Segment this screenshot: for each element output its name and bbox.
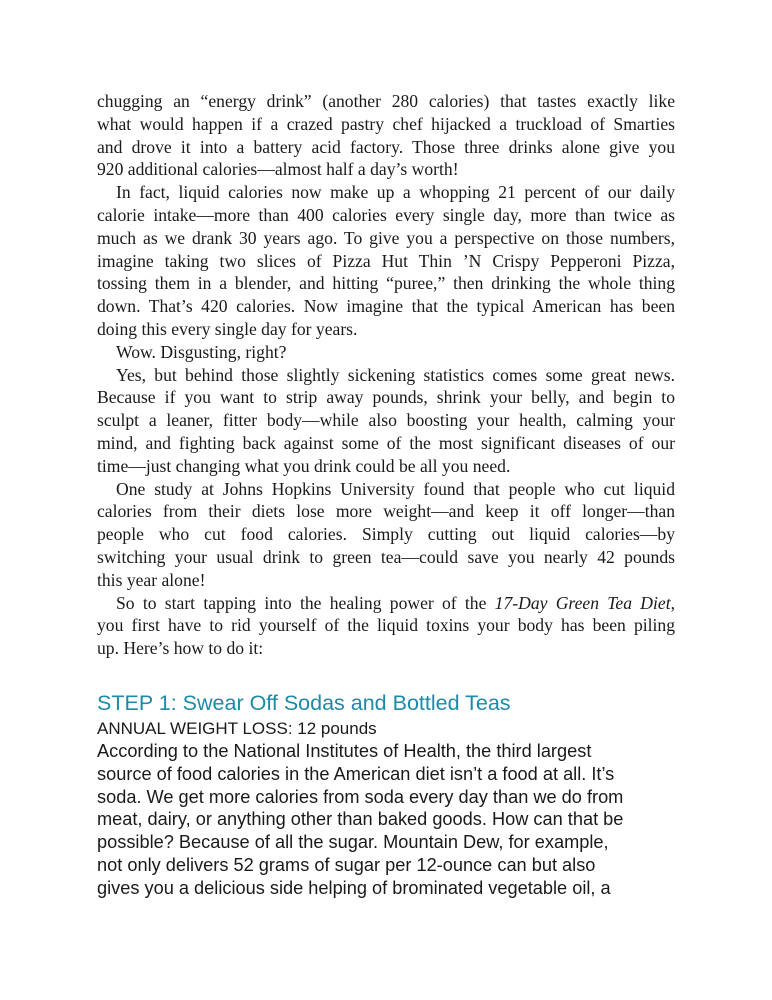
text-line: meat, dairy, or anything other than baked goods. How can that be — [97, 809, 624, 830]
text-line: mind, and fighting back against some of the most significant diseases of our — [97, 432, 675, 453]
text-line: doing this every single day for years. — [97, 318, 358, 339]
text-line: calorie intake—more than 400 calories every single day, more than twice as — [97, 204, 675, 225]
text-line: and drove it into a battery acid factory. Those three drinks alone give you — [97, 136, 675, 157]
text-line: down. That’s 420 calories. Now imagine that the typical American has been — [97, 296, 675, 317]
text-line — [97, 592, 675, 615]
text-run: , — [670, 592, 675, 613]
page-content — [97, 90, 675, 900]
paragraph-liquid-calories — [97, 181, 675, 341]
text-line: Yes, but behind those slightly sickening statistics comes some great news. — [116, 364, 675, 385]
text-line: time—just changing what you drink could be all you need. — [97, 455, 511, 476]
text-line: what would happen if a crazed pastry chef hijacked a truckload of Smarties — [97, 113, 675, 134]
text-line: According to the National Institutes of Health, the third largest — [97, 740, 592, 761]
text-line: you first have to rid yourself of the liquid toxins your body has been piling — [97, 615, 675, 636]
text-line: Wow. Disgusting, right? — [116, 341, 287, 362]
paragraph-energy-drink — [97, 90, 675, 181]
text-line: tossing them in a blender, and hitting “puree,” then drinking the whole thing — [97, 273, 675, 294]
step-heading — [97, 690, 675, 716]
text-line: sculpt a leaner, fitter body—while also boosting your health, calming your — [97, 410, 675, 431]
text-line: possible? Because of all the sugar. Mountain Dew, for example, — [97, 832, 609, 853]
text-line: gives you a delicious side helping of brominated vegetable oil, a — [97, 877, 611, 898]
text-line: imagine taking two slices of Pizza Hut Thin ’N Crispy Pepperoni Pizza, — [97, 250, 675, 271]
text-line: 920 additional calories—almost half a day’s worth! — [97, 159, 459, 180]
step-number: STEP 1: — [97, 690, 183, 715]
text-line: In fact, liquid calories now make up a whopping 21 percent of our daily — [116, 182, 675, 203]
annual-weight-loss: ANNUAL WEIGHT LOSS: 12 pounds — [97, 718, 377, 738]
text-line: calories from their diets lose more weight—and keep it off longer—than — [97, 501, 675, 522]
step-title: Swear Off Sodas and Bottled Teas — [182, 690, 511, 715]
text-line: chugging an “energy drink” (another 280 calories) that tastes exactly like — [97, 91, 675, 111]
paragraph-wow — [97, 341, 675, 364]
text-line: up. Here’s how to do it: — [97, 638, 264, 659]
text-line: not only delivers 52 grams of sugar per 12-ounce can but also — [97, 854, 596, 875]
text-line: switching your usual drink to green tea—could save you nearly 42 pounds — [97, 546, 675, 567]
text-line: source of food calories in the American diet isn’t a food at all. It’s — [97, 763, 615, 784]
text-line: soda. We get more calories from soda every day than we do from — [97, 786, 624, 807]
text-line: this year alone! — [97, 569, 206, 590]
text-line: Because if you want to strip away pounds, shrink your belly, and begin to — [97, 387, 675, 408]
step-body — [97, 740, 675, 900]
paragraph-great-news — [97, 364, 675, 478]
text-line: much as we drank 30 years ago. To give you a perspective on those numbers, — [97, 227, 675, 248]
text-line: One study at Johns Hopkins University found that people who cut liquid — [116, 478, 675, 499]
paragraph-johns-hopkins — [97, 478, 675, 592]
text-line: people who cut food calories. Simply cutting out liquid calories—by — [97, 524, 675, 545]
paragraph-how-to — [97, 592, 675, 660]
text-run: So to start tapping into the healing power of the — [116, 592, 495, 613]
book-title: 17-Day Green Tea Diet — [494, 592, 671, 613]
